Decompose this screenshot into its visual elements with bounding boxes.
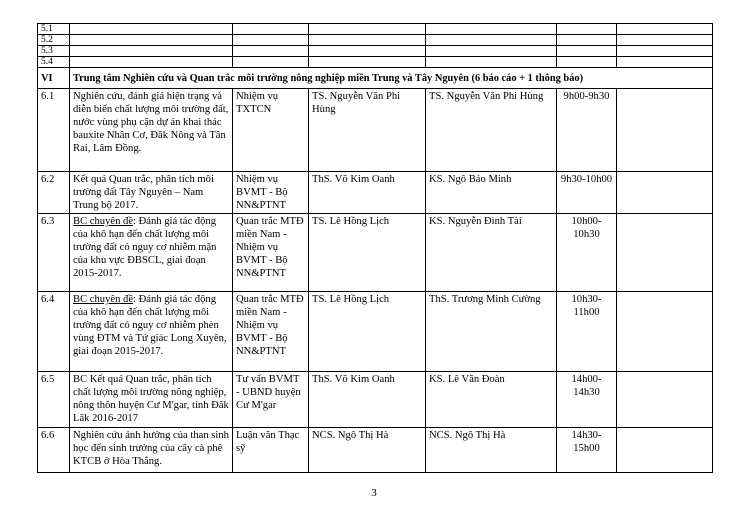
presenter: ThS. Trương Minh Cường xyxy=(426,292,557,372)
presenter: KS. Ngô Bảo Minh xyxy=(426,172,557,214)
table-row xyxy=(38,35,713,46)
table-row xyxy=(38,172,713,214)
row-number: 6.6 xyxy=(38,428,70,473)
task-type: Quan trắc MTĐ miền Nam - Nhiệm vụ BVMT - Bộ NN&PTNT xyxy=(233,214,309,292)
report-prefix: BC chuyên đề xyxy=(73,294,134,305)
project-lead: TS. Lê Hồng Lịch xyxy=(309,292,426,372)
notes xyxy=(617,172,713,214)
report-prefix: BC chuyên đề xyxy=(73,216,134,227)
notes xyxy=(617,428,713,473)
project-lead: NCS. Ngô Thị Hà xyxy=(309,428,426,473)
project-lead: ThS. Võ Kim Oanh xyxy=(309,372,426,428)
row-number: 6.5 xyxy=(38,372,70,428)
row-number: 5.4 xyxy=(38,57,70,68)
project-lead: TS. Lê Hồng Lịch xyxy=(309,214,426,292)
time-slot: 10h00-10h30 xyxy=(557,214,617,292)
section-number: VI xyxy=(38,68,70,89)
report-title: BC chuyên đề: Đánh giá tác động của khô hạn đến chất lượng môi trường đất có nguy cơ nhiễm phèn vùng ĐTM và Tứ giác Long Xuyên, giai đoạn 2015-2017. xyxy=(70,292,233,372)
report-title: Nghiên cứu ảnh hưởng của than sinh học đến sinh trưởng của cây cà phê KTCB ở Hòa Thắng. xyxy=(70,428,233,473)
report-title: BC chuyên đề: Đánh giá tác động của khô hạn đến chất lượng môi trường đất có nguy cơ nhiễm mặn của khu vực ĐBSCL, giai đoạn 2015-2017. xyxy=(70,214,233,292)
task-type: Tư vấn BVMT - UBND huyện Cư M'gar xyxy=(233,372,309,428)
row-number: 5.1 xyxy=(38,24,70,35)
row-number: 6.1 xyxy=(38,89,70,172)
row-number: 5.2 xyxy=(38,35,70,46)
notes xyxy=(617,89,713,172)
task-type: Nhiệm vụ BVMT - Bộ NN&PTNT xyxy=(233,172,309,214)
presenter: KS. Lê Văn Đoàn xyxy=(426,372,557,428)
report-title: Nghiên cứu, đánh giá hiện trạng và diễn biến chất lượng môi trường đất, nước vùng phụ cận dự án khai thác bauxite Nhân Cơ, Đăk Nông và Tân Rai, Lâm Đồng. xyxy=(70,89,233,172)
project-lead: ThS. Võ Kim Oanh xyxy=(309,172,426,214)
time-slot: 14h00-14h30 xyxy=(557,372,617,428)
schedule-table xyxy=(37,23,713,473)
row-number: 5.3 xyxy=(38,46,70,57)
section-header-row xyxy=(38,68,713,89)
presenter: TS. Nguyễn Văn Phi Hùng xyxy=(426,89,557,172)
presenter: NCS. Ngô Thị Hà xyxy=(426,428,557,473)
row-number: 6.3 xyxy=(38,214,70,292)
report-title: Kết quả Quan trắc, phân tích môi trường đất Tây Nguyên – Nam Trung bộ 2017. xyxy=(70,172,233,214)
notes xyxy=(617,292,713,372)
notes xyxy=(617,372,713,428)
table-row xyxy=(38,428,713,473)
table-row xyxy=(38,24,713,35)
notes xyxy=(617,214,713,292)
presenter: KS. Nguyễn Đình Tài xyxy=(426,214,557,292)
page-number: 3 xyxy=(371,487,377,499)
task-type: Nhiệm vụ TXTCN xyxy=(233,89,309,172)
table-row xyxy=(38,372,713,428)
project-lead: TS. Nguyễn Văn Phi Hùng xyxy=(309,89,426,172)
row-number: 6.2 xyxy=(38,172,70,214)
table-row xyxy=(38,57,713,68)
time-slot: 10h30-11h00 xyxy=(557,292,617,372)
task-type: Quan trắc MTĐ miền Nam -Nhiệm vụ BVMT - Bộ NN&PTNT xyxy=(233,292,309,372)
table-row xyxy=(38,89,713,172)
table-row xyxy=(38,46,713,57)
time-slot: 9h30-10h00 xyxy=(557,172,617,214)
row-number: 6.4 xyxy=(38,292,70,372)
table-row xyxy=(38,214,713,292)
section-title: Trung tâm Nghiên cứu và Quan trắc môi trường nông nghiệp miền Trung và Tây Nguyên (6 báo cáo + 1 thông báo) xyxy=(70,68,713,89)
task-type: Luận văn Thạc sỹ xyxy=(233,428,309,473)
time-slot: 14h30-15h00 xyxy=(557,428,617,473)
table-row xyxy=(38,292,713,372)
time-slot: 9h00-9h30 xyxy=(557,89,617,172)
report-title: BC Kết quả Quan trắc, phân tích chất lượng môi trường nông nghiệp, nông thôn huyện Cư M'gar, tỉnh Đăk Lăk 2016-2017 xyxy=(70,372,233,428)
